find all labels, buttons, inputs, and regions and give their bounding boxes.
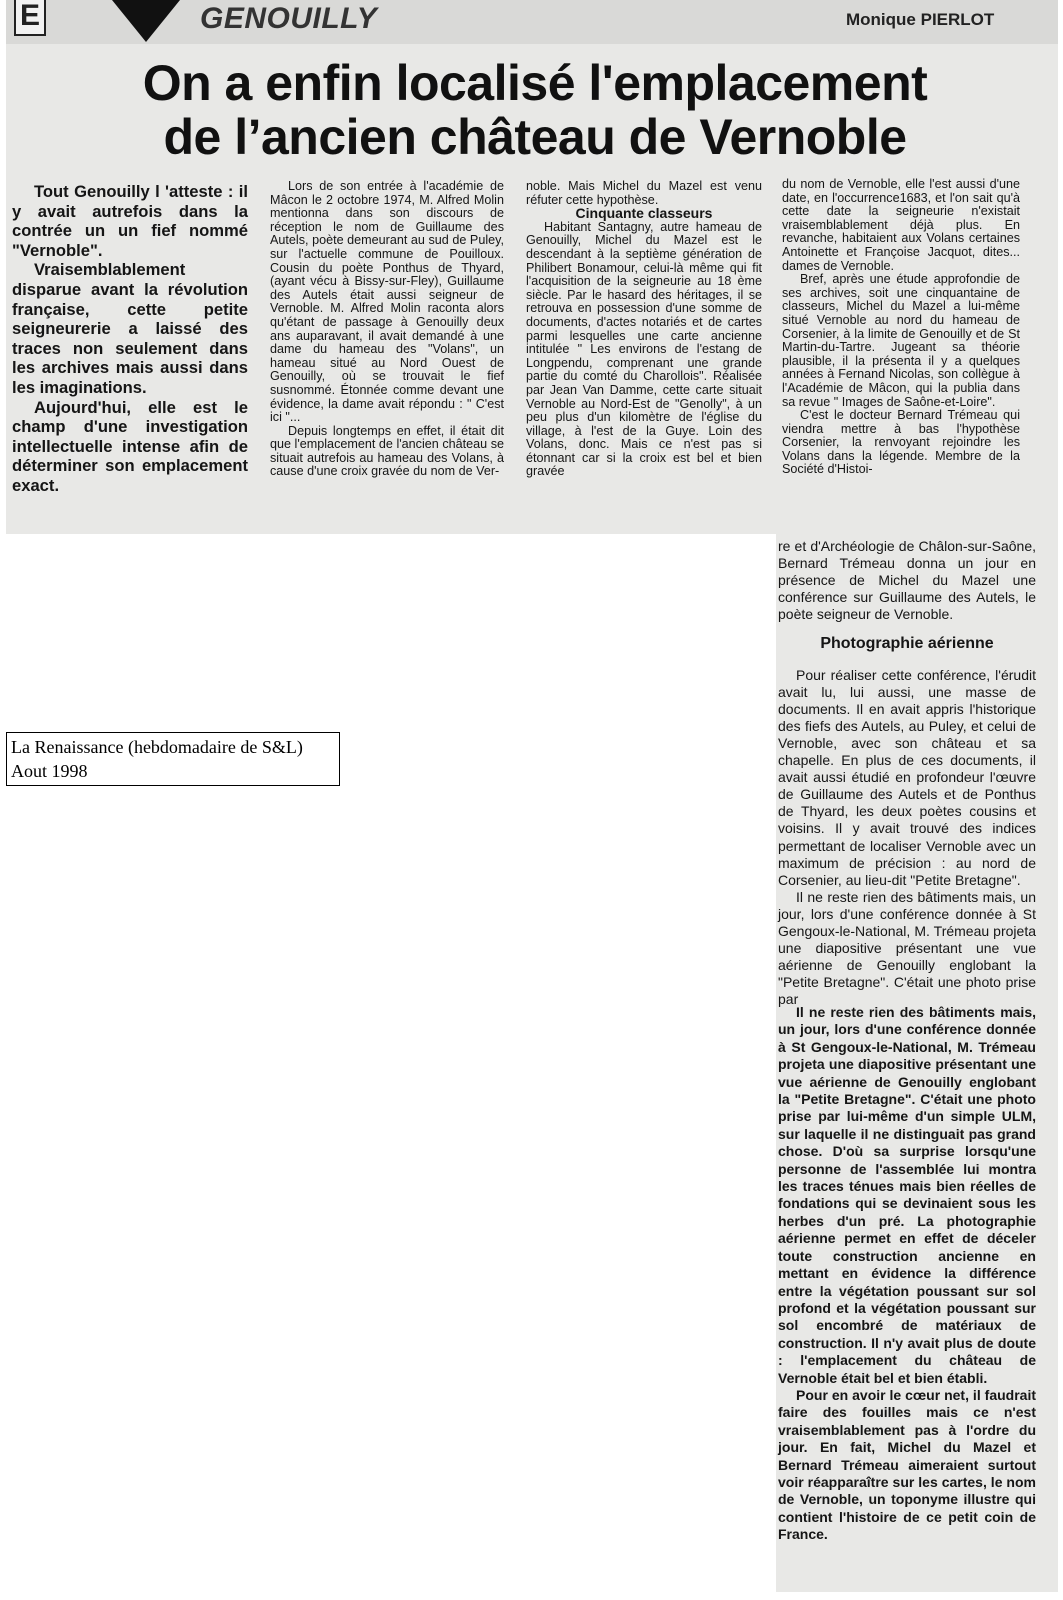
article-column-2	[270, 180, 504, 479]
col2-paragraph-1: Lors de son entrée à l'académie de Mâcon le 2 octobre 1974, M. Alfred Molin mentionna dans son discours de réception le nom de Guillaume des Autels, poète demeurant au sud de Puley, sur l'actuelle commune de Pouilloux. Cousin du poète Ponthus de Thyard, (ayant vécu à Bissy-sur-Fley), Guillaume des Autels était aussi seigneur de Vernoble. M. Alfred Molin raconta alors qu'étant de passage à Genouilly deux ans auparavant, il avait demandé à une dame du hameau des "Volans", un hameau situé au Nord Ouest de Genouilly, où se trouvait le fief susnommé. Étonnée comme devant une évidence, la dame avait répondu : " C'est ici "...	[270, 179, 504, 425]
lead-paragraph-1: Tout Genouilly l 'atteste : il y avait autrefois dans la contrée un un fief nommé "Vernoble".	[12, 182, 248, 260]
lead-column	[12, 182, 248, 496]
col3-intro: noble. Mais Michel du Mazel est venu réfuter cette hypothèse.	[526, 179, 762, 207]
author-byline: Monique PIERLOT	[846, 10, 995, 29]
col5-intro: re et d'Archéologie de Châlon-sur-Saône, Bernard Trémeau donna un jour en présence de Michel du Mazel une conférence sur Guillaume des Autels, le poète seigneur de Vernoble.	[778, 538, 1036, 623]
section-letter-box: E	[14, 0, 46, 36]
col4-paragraph-1: du nom de Vernoble, elle l'est aussi d'une date, en l'occurrence1683, et l'on sait qu'à cette date la seigneurie n'existait vraisemblablement déjà plus. En revanche, habitaient aux Volans certaines Antoinette et Françoise Jacquot, dites... dames de Vernoble.	[782, 177, 1020, 273]
triangle-marker-icon	[112, 0, 180, 42]
article-column-3	[526, 180, 762, 479]
article-column-5	[778, 538, 1036, 1008]
col5-tail-paragraph-1: Il ne reste rien des bâtiments mais, un jour, lors d'une conférence donnée à St Gengoux-le-National, M. Trémeau projeta une diapositive présentant une vue aérienne de Genouilly englobant la "Petite Bretagne". C'était une photo prise par lui-même d'un simple ULM, sur laquelle il ne distinguait pas grand chose. D'où sa surprise lorsqu'une personne de l'assemblée lui montra les traces ténues mais bien réelles de fondations qui se devinaient sous les herbes d'un pré. La photographie aérienne permet en effet de déceler toute construction ancienne en mettant en évidence la différence entre la végétation poussant sur sol profond et la végétation poussant sur sol encombré de matériaux de construction. Il n'y avait plus de doute : l'emplacement du château de Vernoble était bel et bien établi.	[778, 1004, 1036, 1386]
lead-paragraph-3: Aujourd'hui, elle est le champ d'une investigation intellectuelle intense afin de déterminer son emplacement exact.	[12, 397, 248, 495]
col5-paragraph-2: Il ne reste rien des bâtiments mais, un jour, lors d'une conférence donnée à St Gengoux-le-National, M. Trémeau projeta une diapositive présentant une vue aérienne de Genouilly englobant la "Petite Bretagne". C'était une photo prise par	[778, 888, 1036, 1008]
article-column-4	[782, 178, 1020, 477]
col5-tail-paragraph-2: Pour en avoir le cœur net, il faudrait faire des fouilles mais ce n'est vraisemblablement pas à l'ordre du jour. En fait, Michel du Mazel et Bernard Trémeau aimeraient surtout voir réapparaître sur les cartes, le nom de Vernoble, un toponyme illustre qui contient l'histoire de ce petit coin de France.	[778, 1386, 1036, 1543]
headline-line-1: On a enfin localisé l'emplacement	[142, 55, 928, 111]
caption-date: Aout 1998	[11, 761, 88, 781]
col2-paragraph-2: Depuis longtemps en effet, il était dit que l'emplacement de l'ancien château se situait autrefois au hameau des Volans, à cause d'une croix gravée du nom de Ver-	[270, 423, 504, 479]
article-headline	[20, 56, 1050, 164]
caption-publication: La Renaissance (hebdomadaire de S&L)	[11, 737, 303, 757]
col3-paragraph: Habitant Santagny, autre hameau de Genouilly, Michel du Mazel est le descendant à la septième génération de Philibert Bonamour, celui-là même qui fit l'acquisition de la seigneurie au 18 ème siècle. Par le hasard des héritages, il se retrouva en possession d'une somme de documents, d'actes notariés et de cartes parmi lesquelles une carte ancienne intitulée " Les environs de l'estang de Longpendu, comprenant une grande partie du comté du Charollois". Réalisée par Jean Van Damme, cette carte situait Vernoble au Nord-Est de "Genolly", à un peu plus d'un kilomètre de l'église du village, à l'est de la Guye. Loin des Volans, donc. Mais ce n'est pas si étonnant car si la croix est bel et bien gravée	[526, 219, 762, 479]
col4-paragraph-3: C'est le docteur Bernard Trémeau qui viendra mettre à bas l'hypothèse Corsenier, la renvoyant rejoindre les Volans dans la légende. Membre de la Société d'Histoi-	[782, 408, 1020, 477]
subhead-cinquante-classeurs: Cinquante classeurs	[575, 205, 713, 222]
col4-paragraph-2: Bref, après une étude approfondie de ses archives, soit une cinquantaine de classeurs, Michel du Mazel a lui-même situé Vernoble au nord du hameau de Corsenier, à la limite de Genouilly et de St Martin-du-Tartre. Jugeant sa théorie plausible, il la présenta il y a quelques années à Fernand Nicolas, son collègue à l'Académie de Mâcon, qui la publia dans sa revue " Images de Saône-et-Loire".	[782, 272, 1020, 409]
col5-paragraph-1: Pour réaliser cette conférence, l'érudit avait lu, lui aussi, une masse de documents. Il en avait appris l'historique des fiefs des Autels, au Puley, et celui de Vernoble, avec son château et sa chapelle. En plus de ces documents, il avait aussi étudié en profondeur l'œuvre de Guillaume des Autels et de Ponthus de Thyard, les deux poètes cousins et voisins. Il y avait trouvé des indices permettant de localiser Vernoble avec un maximum de précision : au nord de Corsenier, au lieu-dit "Petite Bretagne".	[778, 666, 1036, 888]
lead-paragraph-2: Vraisemblablement disparue avant la révolution française, cette petite seigneurerie a laissé des traces non seulement dans les archives mais aussi dans les imaginations.	[12, 260, 248, 397]
subhead-photographie-aerienne: Photographie aérienne	[820, 635, 994, 653]
section-name: GENOUILLY	[200, 2, 378, 35]
source-caption-box	[6, 732, 340, 786]
headline-line-2: de l’ancien château de Vernoble	[163, 109, 907, 165]
article-column-5-tail	[778, 1004, 1036, 1544]
